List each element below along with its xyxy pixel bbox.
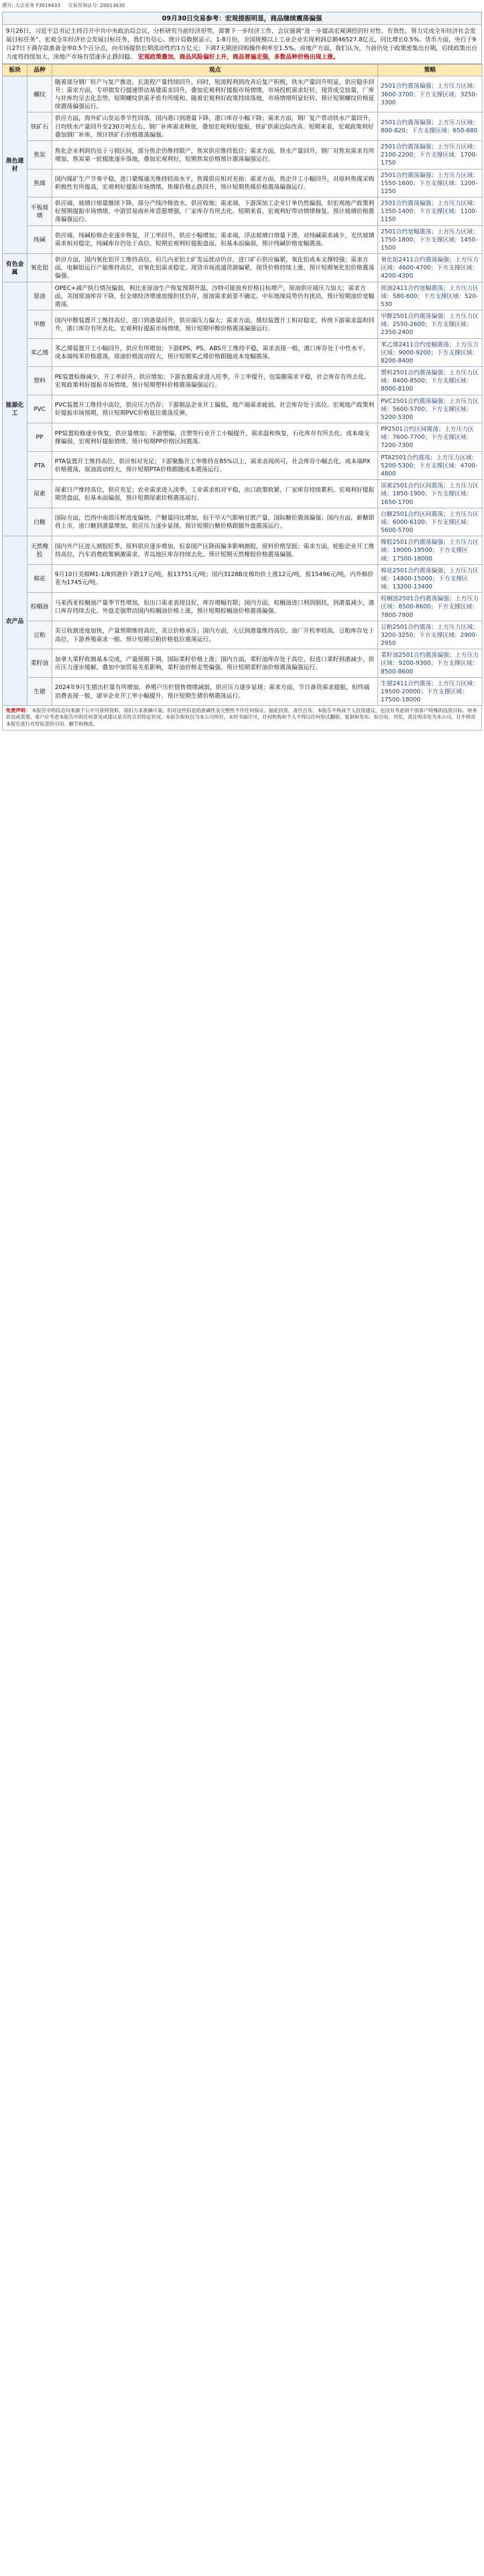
view-cell: 国内甲醇装置开工维持高位，进口到港量回升，供应端压力偏大；需求方面，烯烃装置开工相对稳定，传统下游需求温和回升，港口库存有所去化。宏观利好提振市场情绪，预计短期甲醇价格震荡偏强运行。 bbox=[52, 310, 378, 339]
strategy-cell: 2501合约震荡偏强；上方压力区域：1550-1600；下方支撑区域：1200-1250 bbox=[378, 169, 482, 197]
product-cell: PP bbox=[27, 423, 52, 452]
license-label: 交易咨询证号: Z0013630 bbox=[68, 3, 125, 9]
view-cell: 加拿大菜籽收割基本完成，产量预期下调，国际菜籽价格上涨；国内方面，菜籽油库存处于高位，但进口菜籽到港减少，供应压力逐步缓解，叠加中加贸易关系影响，菜籽油价格走势偏强。预计短期菜籽油价格震荡偏强运行。 bbox=[52, 649, 378, 678]
macro-summary-text: 9月26日，习近平总书记主持召开中共中央政治局会议，分析研究当前经济形势，部署下一步经济工作，会议强调“进一步提高宏观调控的针对性、有效性，努力完成全年经济社会发展目标任务”。宏观全年经济社会发展目标任务，我们有信心。统计局数据显示，1-8月份，全国规模以上工业企业实现利润总额46527.8亿元，同比增长0.5%。货币方面，央行于9月27日下调存款准备金率0.5个百分点，向市场提供长期流动性约1万亿元；下调7天期逆回购操作利率至1.5%。房地产方面，我们认为，当前仍处于政策密集出台期，后续政策出台力度将持续加大，房地产市场有望逐步止跌回稳。 bbox=[6, 27, 478, 60]
strategy-cell: 生猪2411合约震荡；上方压力区域：19500-20000；下方支撑区域：17500-18000 bbox=[378, 677, 482, 706]
view-cell: PVC装置开工维持中高位，供应压力仍存；下游制品企业开工偏低，地产端需求疲弱，社会库存处于高位。宏观地产政策利好提振市场预期，预计短期PVC价格低位震荡反弹。 bbox=[52, 395, 378, 423]
view-cell: 国内煤矿生产节奏平稳，进口蒙煤通关维持较高水平，焦煤供应相对充裕；需求方面，焦企开工小幅回升，对原料焦煤采购积极性有所提高，宏观利好提振市场情绪，焦煤价格止跌回升，预计短期焦煤价格震荡偏强运行。 bbox=[52, 169, 378, 197]
table-row bbox=[3, 310, 482, 339]
disclaimer-text: 本报告中的信息均来源于公开可获得资料，我们力求准确可靠，但对这些信息的准确性及完整性不作任何保证，据此投资，责任自负。本报告不构成个人投资建议，也没有考虑到个别客户特殊的投资目标、财务状况或需要。客户应考虑本报告中的任何意见或建议是否符合其特定状况。本报告版权仅为本公司所有，未经书面许可，任何机构和个人不得以任何形式翻版、复制和发布。如引用、刊发，需注明出处为本公司，且不得对本报告进行有悖原意的引用、删节和修改。 bbox=[6, 708, 477, 727]
strategy-cell: 棉花2501合约震荡偏强；上方压力区域：14800-15000；下方支撑区域：13200-13400 bbox=[378, 564, 482, 593]
strategy-cell: 菜籽油2501合约震荡偏强；上方压力区域：9200-9300；下方支撑区域：8500-8600 bbox=[378, 649, 482, 678]
disclaimer-head: 免责声明： bbox=[6, 708, 31, 714]
sector-cell: 能源化工 bbox=[3, 282, 27, 536]
strategy-cell: PP2501合约区间震荡；上方压力区域：7600-7700；下方支撑区域：7200-7300 bbox=[378, 423, 482, 452]
strategy-cell: 2501合约震荡偏强；上方压力区域：3600-3700；下方支撑区域：3250-3300 bbox=[378, 76, 482, 112]
table-row bbox=[3, 367, 482, 395]
product-cell: 焦炭 bbox=[27, 140, 52, 169]
strategy-cell: 氧化铝2411合约震荡偏强；上方压力区域：4600-4700；下方支撑区域：4200-4300 bbox=[378, 254, 482, 282]
table-row bbox=[3, 225, 482, 254]
table-row bbox=[3, 140, 482, 169]
view-cell: 美豆收割进度加快，产量预期维持高位，美豆价格承压；国内方面，大豆到港量维持高位，油厂开机率较高，豆粕库存处于高位，下游养殖需求一般。预计短期豆粕价格低位震荡运行。 bbox=[52, 621, 378, 649]
product-cell: 生猪 bbox=[27, 677, 52, 706]
product-cell: 平板玻璃 bbox=[27, 197, 52, 226]
view-cell: 供应端，纯碱检修企业逐步恢复，开工率回升，供应小幅增加；需求端，浮法玻璃日熔量下滑，对纯碱需求减少，光伏玻璃需求相对稳定，纯碱库存仍处于高位。短期宏观利好提振盘面，但基本面偏弱，预计纯碱价格宽幅震荡。 bbox=[52, 225, 378, 254]
disclaimer bbox=[2, 706, 482, 730]
strategy-cell: 豆粕2501合约震荡；上方压力区域：3200-3250；下方支撑区域：2900-2950 bbox=[378, 621, 482, 649]
author-label: 撰写: 大宗业务 F3019433 bbox=[2, 3, 61, 9]
strategy-cell: 2501合约宽幅震荡；上方压力区域：1750-1800；下方支撑区域：1450-1500 bbox=[378, 225, 482, 254]
sector-cell: 有色金属 bbox=[3, 254, 27, 282]
table-row bbox=[3, 169, 482, 197]
table-row bbox=[3, 480, 482, 508]
product-cell: 菜籽油 bbox=[27, 649, 52, 678]
strategy-cell: 2501合约震荡偏强；上方压力区域：1350-1400；下方支撑区域：1100-1150 bbox=[378, 197, 482, 226]
product-cell: 白糖 bbox=[27, 508, 52, 536]
view-cell: 供应方面，国内氧化铝开工维持高位，但几内亚铝土矿发运扰动仍存，进口矿石供应偏紧，氧化铝成本支撑较强；需求方面，电解铝运行产能维持高位，对氧化铝需求稳定。现货市场流通货源偏紧，现货价格持续上涨，预计短期氧化铝价格震荡偏强。 bbox=[52, 254, 378, 282]
strategy-table bbox=[2, 64, 482, 706]
product-cell: PVC bbox=[27, 395, 52, 423]
strategy-cell: PTA2501合约震荡；上方压力区域：5200-5300；下方支撑区域：4700-4800 bbox=[378, 451, 482, 480]
strategy-cell: 2501合约震荡偏强；上方压力区域：2100-2200；下方支撑区域：1700-1750 bbox=[378, 140, 482, 169]
product-cell: 棕榈油 bbox=[27, 593, 52, 621]
view-cell: 马来西亚棕榈油产量季节性增加，但出口需求表现良好，库存增幅有限；国内方面，棕榈油进口利润倒挂，到港量减少，港口库存持续去化。外盘走强带动国内棕榈油价格上涨，预计短期棕榈油价格震荡偏强。 bbox=[52, 593, 378, 621]
product-cell: 塑料 bbox=[27, 367, 52, 395]
table-row bbox=[3, 395, 482, 423]
table-row bbox=[3, 423, 482, 452]
table-row bbox=[3, 564, 482, 593]
view-cell: 2024年9月生猪出栏量有所增加，养殖户压栏惜售情绪减弱，供应压力逐步显现；需求方面，节日备货需求提振，但终端消费表现一般，屠宰企业开工率小幅提升。预计短期生猪价格震荡运行。 bbox=[52, 677, 378, 706]
product-cell: 棉花 bbox=[27, 564, 52, 593]
report-topbar bbox=[2, 1, 482, 11]
header-view: 观点 bbox=[52, 64, 378, 76]
view-cell: 国内外产区进入割胶旺季，原料供应逐步增加，但泰国产区降雨偏多影响割胶，原料价格坚挺；需求方面，轮胎企业开工维持高位，汽车消费政策刺激需求，青岛地区库存持续去化。预计短期天然橡胶价格震荡偏强。 bbox=[52, 536, 378, 565]
table-row bbox=[3, 282, 482, 310]
table-body bbox=[3, 76, 482, 706]
product-cell: 苯乙烯 bbox=[27, 338, 52, 367]
table-row bbox=[3, 76, 482, 112]
table-row bbox=[3, 338, 482, 367]
product-cell: 氧化铝 bbox=[27, 254, 52, 282]
strategy-cell: 白糖2501合约区间震荡；上方压力区域：6000-6100；下方支撑区域：5600-5700 bbox=[378, 508, 482, 536]
table-row bbox=[3, 197, 482, 226]
strategy-cell: 原油2411合约宽幅震荡；上方压力区域：580-600；下方支撑区域：520-530 bbox=[378, 282, 482, 310]
product-cell: 原油 bbox=[27, 282, 52, 310]
report-title: 09月30日交易参考：宏观提振明显，商品继续震荡偏强 bbox=[2, 12, 482, 25]
table-header-row bbox=[3, 64, 482, 76]
report-page bbox=[0, 0, 484, 732]
product-cell: 纯碱 bbox=[27, 225, 52, 254]
table-row bbox=[3, 508, 482, 536]
view-cell: 随着部分钢厂转产与复产推进，长流程产量持续回升，同时，短流程利润改善后复产积极，铁水产量回升明显，供应稳步回升；需求方面，专项债发行提速带动基建需求回升，叠加宏观利好提振市场情绪，市场投机需求好转，现货成交放量，厂库与社库均呈去化态势，短期螺纹供需矛盾有所缓和。随着宏观利好政策持续落地，市场情绪明显好转，预计短期螺纹价格延续震荡偏强运行。 bbox=[52, 76, 378, 112]
strategy-cell: 棕榈油2501合约震荡偏强；上方压力区域：8500-8600；下方支撑区域：7800-7900 bbox=[378, 593, 482, 621]
header-product: 品种 bbox=[27, 64, 52, 76]
view-cell: 供应端，玻璃日熔量继续下降，部分产线冷修放水，供应收缩；需求端，下游深加工企业订单仍然偏弱，但宏观地产政策利好预期提振市场情绪，中游贸易商补库意愿增强，厂家库存有所去化。短期来看，宏观利好带动情绪修复，预计玻璃价格震荡偏强运行。 bbox=[52, 197, 378, 226]
strategy-cell: 尿素2501合约区间震荡；上方压力区域：1850-1900；下方支撑区域：1650-1700 bbox=[378, 480, 482, 508]
view-cell: 焦化企业利润仍处于亏损区间，部分焦企仍维持限产，焦炭供应维持低位；需求方面，铁水产量回升，钢厂对焦炭需求有所增加，焦炭第一轮提涨逐步落地，叠加宏观利好，短期焦炭价格预计震荡偏强运行。 bbox=[52, 140, 378, 169]
view-cell: 尿素日产维持高位，供应充足；农业需求进入淡季，工业需求相对平稳，出口政策收紧，厂家库存持续累积。宏观利好提振期货盘面，但基本面偏弱，预计短期尿素价格震荡运行。 bbox=[52, 480, 378, 508]
product-cell: 天然橡胶 bbox=[27, 536, 52, 565]
strategy-cell: 橡胶2501合约震荡偏强；上方压力区域：19000-19500；下方支撑区域：17500-18000 bbox=[378, 536, 482, 565]
view-cell: 国际方面，巴西中南部压榨进度偏快，产糖量同比增加，但干旱天气影响甘蔗产量，国际糖价震荡偏强；国内方面，新糖即将上市，进口糖到港量增加，供应压力逐步显现。预计短期白糖价格跟随外盘震荡运行。 bbox=[52, 508, 378, 536]
view-cell: 供应方面，海外矿山发运季节性回落，国内港口到港量下降，港口库存小幅下降；需求方面，钢厂复产带动铁水产量回升，日均铁水产量回升至230万吨左右，钢厂补库需求释放，叠加宏观利好提振，铁矿供需边际改善。短期来看，宏观政策利好叠加钢厂补库，预计铁矿石价格震荡偏强。 bbox=[52, 112, 378, 141]
table-row bbox=[3, 649, 482, 678]
product-cell: 甲醇 bbox=[27, 310, 52, 339]
product-cell: 螺纹 bbox=[27, 76, 52, 112]
table-row bbox=[3, 254, 482, 282]
table-row bbox=[3, 621, 482, 649]
header-sector: 板块 bbox=[3, 64, 27, 76]
view-cell: PE装置检修减少，开工率回升，供应增加；下游农膜需求进入旺季，开工率提升，包装膜需求平稳，社会库存有所去化。宏观政策利好提振市场情绪，预计短期塑料价格震荡偏强运行。 bbox=[52, 367, 378, 395]
table-row bbox=[3, 536, 482, 565]
sector-cell: 农产品 bbox=[3, 536, 27, 706]
strategy-cell: 2501合约震荡偏强；上方压力区域：800-820；下方支撑区域：650-680 bbox=[378, 112, 482, 141]
macro-summary bbox=[2, 25, 482, 64]
product-cell: 豆粕 bbox=[27, 621, 52, 649]
sector-cell: 黑色建材 bbox=[3, 76, 27, 253]
product-cell: 焦煤 bbox=[27, 169, 52, 197]
header-strategy: 策略 bbox=[378, 64, 482, 76]
view-cell: PP装置检修逐步恢复，供应量增加；下游塑编、注塑等行业开工小幅提升，需求温和恢复，石化库存有所去化。成本端支撑偏弱，宏观利好提振情绪，预计短期PP价格区间震荡。 bbox=[52, 423, 378, 452]
product-cell: 尿素 bbox=[27, 480, 52, 508]
view-cell: PTA装置开工维持高位，供应相对充足；下游聚酯开工率维持在85%以上，需求表现尚可，社会库存小幅去化。成本端PX价格震荡，原油波动较大，预计短期PTA价格跟随成本震荡运行。 bbox=[52, 451, 378, 480]
view-cell: OPEC+减产执行情况偏弱，利比亚原油生产恢复预期升温，沙特可能放弃价格目标增产，原油供应端压力加大；需求方面，美国原油库存下降，但全球经济增速放缓担忧仍存，原油需求前景不确定。中东地缘局势仍有扰动，预计短期油价宽幅震荡。 bbox=[52, 282, 378, 310]
view-cell: 9月10日美棉M1-1/8到港价下跌17元/吨，报13751元/吨；国内3128B皮棉均价上涨12元/吨，报15496元/吨，内外棉价差为1745元/吨。 bbox=[52, 564, 378, 593]
table-row bbox=[3, 451, 482, 480]
strategy-cell: 甲醇2501合约震荡偏强；上方压力区域：2550-2600；下方支撑区域：2350-2400 bbox=[378, 310, 482, 339]
strategy-cell: 苯乙烯2411合约宽幅震荡；上方压力区域：9000-9200；下方支撑区域：8200-8400 bbox=[378, 338, 482, 367]
macro-summary-highlight: 宏观政策叠加，商品风险偏好上升，商品普遍走强，多数品种价格出现上涨。 bbox=[138, 53, 339, 60]
product-cell: PTA bbox=[27, 451, 52, 480]
product-cell: 铁矿石 bbox=[27, 112, 52, 141]
strategy-cell: PVC2501合约震荡偏强；上方压力区域：5600-5700；下方支撑区域：5200-5300 bbox=[378, 395, 482, 423]
table-row bbox=[3, 112, 482, 141]
view-cell: 苯乙烯装置开工小幅回升，供应有所增加；下游EPS、PS、ABS开工维持平稳，需求表现一般，港口库存处于中性水平。成本端纯苯价格震荡，原油价格波动较大，预计短期苯乙烯价格跟随成本宽幅震荡。 bbox=[52, 338, 378, 367]
table-row bbox=[3, 677, 482, 706]
table-row bbox=[3, 593, 482, 621]
strategy-cell: 塑料2501合约震荡偏强；上方压力区域：8400-8500；下方支撑区域：8000-8100 bbox=[378, 367, 482, 395]
